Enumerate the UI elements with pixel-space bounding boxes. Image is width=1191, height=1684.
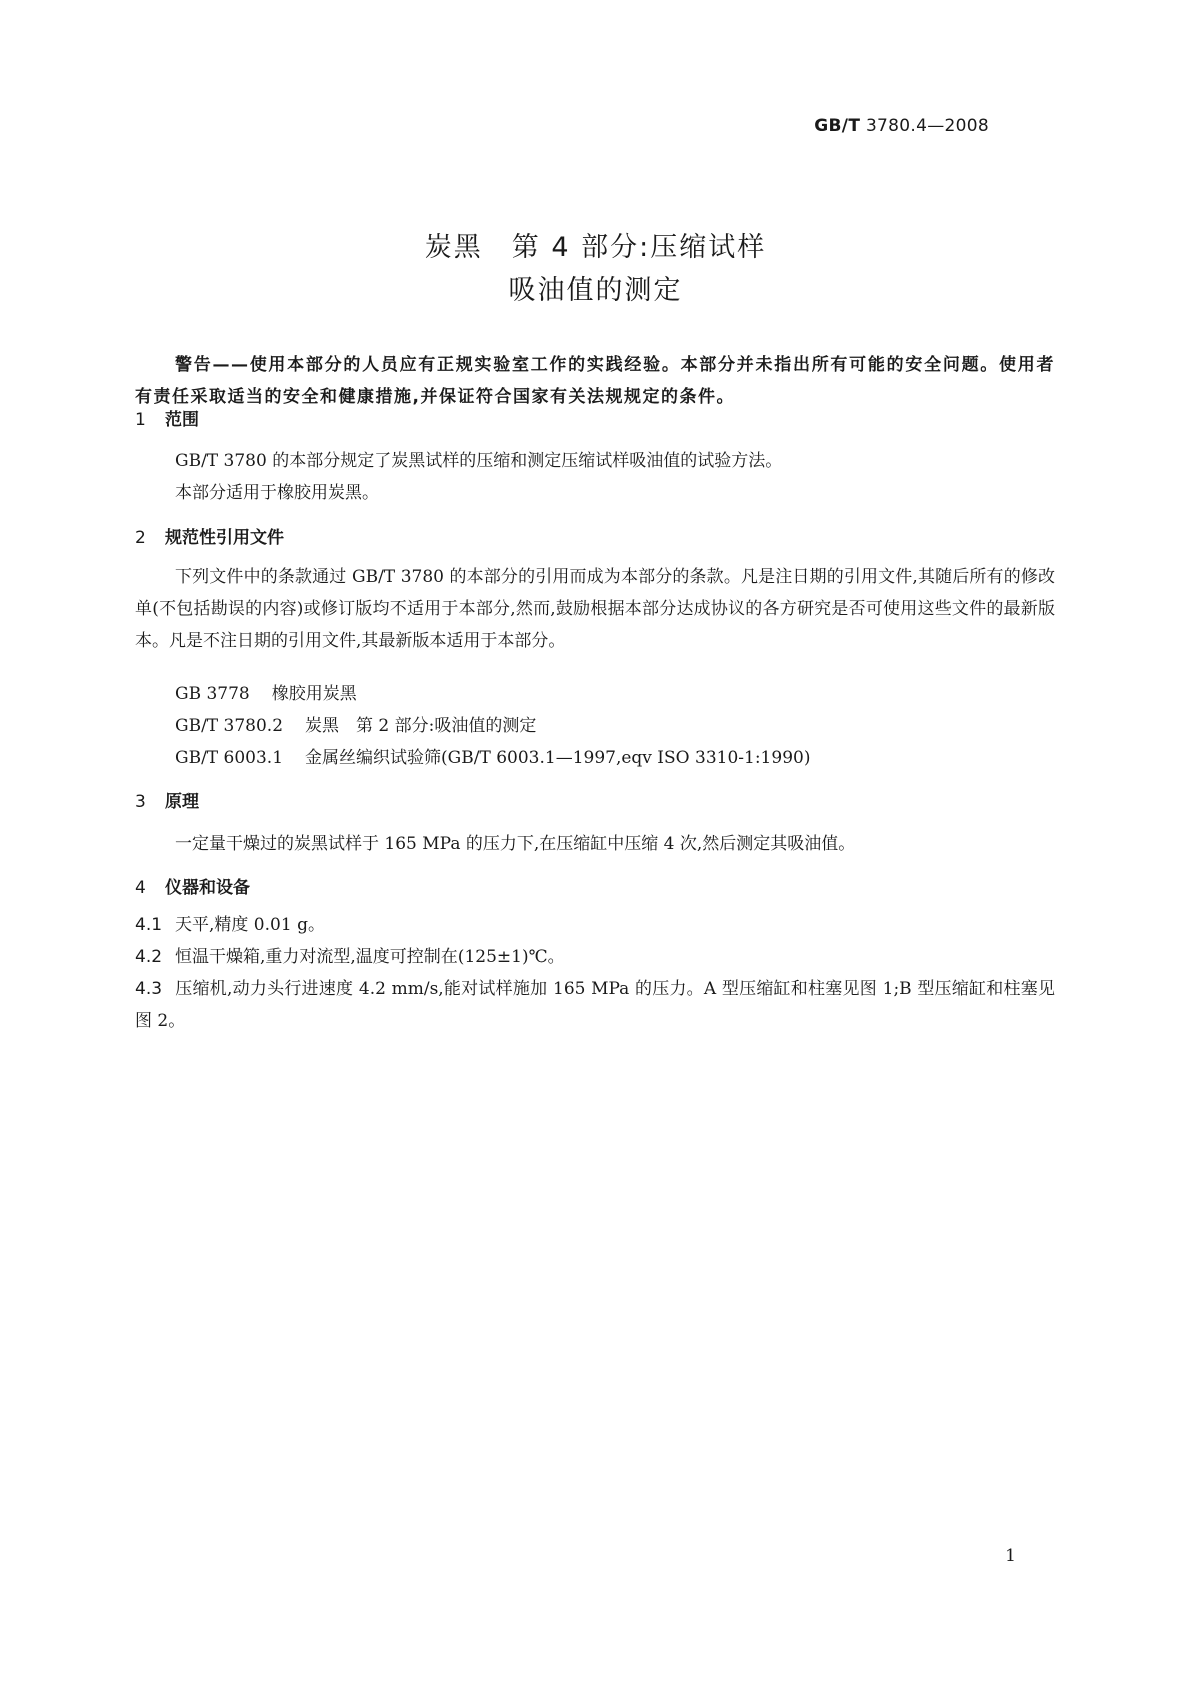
clause-text: 天平,精度 0.01 g。	[175, 915, 325, 935]
section-1-paragraph-1: GB/T 3780 的本部分规定了炭黑试样的压缩和测定压缩试样吸油值的试验方法。	[175, 451, 783, 471]
safety-warning: 警告——使用本部分的人员应有正规实验室工作的实践经验。本部分并未指出所有可能的安全问题。使用者有责任采取适当的安全和健康措施,并保证符合国家有关法规规定的条件。	[135, 355, 1055, 407]
clause-4-1	[135, 909, 1055, 941]
reference-code: GB/T 3780.2	[175, 716, 284, 736]
section-title: 仪器和设备	[165, 878, 250, 898]
standard-code-prefix: GB/T	[814, 116, 861, 136]
section-2-paragraph: 下列文件中的条款通过 GB/T 3780 的本部分的引用而成为本部分的条款。凡是注日期的引用文件,其随后所有的修改单(不包括勘误的内容)或修订版均不适用于本部分,然而,鼓励根据本部分达成协议的各方研究是否可使用这些文件的最新版本。凡是不注日期的引用文件,其最新版本适用于本部分。	[135, 567, 1055, 651]
reference-code: GB/T 6003.1	[175, 748, 284, 768]
standard-code	[814, 116, 989, 136]
section-4-heading	[135, 873, 250, 898]
clause-4-2	[135, 941, 1055, 973]
section-number: 2	[135, 528, 146, 548]
reference-title: 橡胶用炭黑	[271, 684, 357, 704]
standard-code-number: 3780.4—2008	[865, 116, 989, 136]
section-3-paragraph: 一定量干燥过的炭黑试样于 165 MPa 的压力下,在压缩缸中压缩 4 次,然后测定其吸油值。	[175, 834, 856, 854]
section-number: 3	[135, 792, 146, 812]
clause-number: 4.2	[135, 947, 163, 967]
reference-code: GB 3778	[175, 684, 250, 704]
document-title-line-2: 吸油值的测定	[508, 275, 683, 306]
reference-title: 炭黑 第 2 部分:吸油值的测定	[305, 716, 537, 736]
clause-number: 4.1	[135, 915, 163, 935]
section-1-heading	[135, 405, 199, 430]
clause-text: 恒温干燥箱,重力对流型,温度可控制在(125±1)℃。	[175, 947, 565, 967]
section-title: 规范性引用文件	[165, 528, 284, 548]
section-number: 1	[135, 410, 146, 430]
section-title: 范围	[165, 410, 199, 430]
reference-title: 金属丝编织试验筛(GB/T 6003.1—1997,eqv ISO 3310-1:1990)	[305, 748, 811, 768]
section-title: 原理	[165, 792, 199, 812]
section-number: 4	[135, 878, 146, 898]
clause-text: 压缩机,动力头行进速度 4.2 mm/s,能对试样施加 165 MPa 的压力。A 型压缩缸和柱塞见图 1;B 型压缩缸和柱塞见图 2。	[135, 979, 1055, 1031]
clause-4-3	[135, 973, 1055, 1037]
section-2-heading	[135, 523, 284, 548]
section-3-heading	[135, 787, 199, 812]
clause-number: 4.3	[135, 979, 163, 999]
reference-item	[175, 743, 810, 768]
document-title-line-1: 炭黑 第 4 部分:压缩试样	[424, 232, 767, 263]
page-number: 1	[1005, 1546, 1016, 1566]
reference-item	[175, 679, 357, 704]
section-1-paragraph-2: 本部分适用于橡胶用炭黑。	[175, 483, 379, 503]
reference-item	[175, 711, 536, 736]
